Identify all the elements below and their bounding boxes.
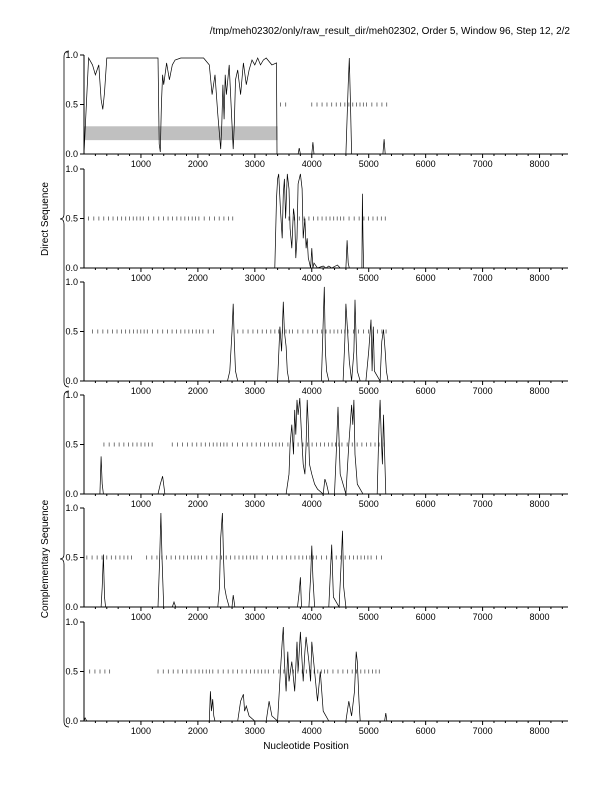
x-tick-label-3-3: 4000 bbox=[301, 499, 322, 509]
x-tick-label-2-3: 4000 bbox=[301, 386, 322, 396]
x-tick-label-5-0: 1000 bbox=[130, 726, 151, 736]
x-tick-label-3-7: 8000 bbox=[529, 499, 550, 509]
x-tick-label-5-7: 8000 bbox=[529, 726, 550, 736]
x-tick-label-0-0: 1000 bbox=[130, 159, 151, 169]
group-label-1: Complementary Sequence bbox=[40, 499, 51, 619]
x-tick-label-3-2: 3000 bbox=[244, 499, 265, 509]
y-tick-label-5-2: 1.0 bbox=[65, 617, 78, 627]
y-tick-label-1-1: 0.5 bbox=[65, 213, 78, 224]
x-tick-label-4-2: 3000 bbox=[244, 612, 265, 622]
x-tick-label-3-0: 1000 bbox=[130, 499, 151, 509]
x-tick-label-5-4: 5000 bbox=[358, 726, 379, 736]
group-label-0: Direct Sequence bbox=[40, 182, 51, 256]
x-tick-label-1-2: 3000 bbox=[244, 273, 265, 283]
x-tick-label-0-5: 6000 bbox=[415, 159, 436, 169]
x-tick-label-3-4: 5000 bbox=[358, 499, 379, 509]
x-tick-label-5-1: 2000 bbox=[187, 726, 208, 736]
x-tick-label-4-1: 2000 bbox=[187, 612, 208, 622]
y-tick-label-0-1: 0.5 bbox=[65, 99, 78, 110]
series-line-2-0 bbox=[84, 287, 568, 381]
x-tick-label-2-7: 8000 bbox=[529, 386, 550, 396]
y-tick-label-3-1: 0.5 bbox=[65, 439, 78, 450]
y-tick-label-2-1: 0.5 bbox=[65, 326, 78, 337]
x-tick-label-3-5: 6000 bbox=[415, 499, 436, 509]
series-line-4-0 bbox=[84, 513, 568, 607]
x-tick-label-1-0: 1000 bbox=[130, 273, 151, 283]
y-tick-label-5-1: 0.5 bbox=[65, 666, 78, 677]
x-tick-label-1-4: 5000 bbox=[358, 273, 379, 283]
x-tick-label-1-7: 8000 bbox=[529, 273, 550, 283]
y-tick-label-4-1: 0.5 bbox=[65, 552, 78, 563]
x-tick-label-5-6: 7000 bbox=[472, 726, 493, 736]
y-tick-label-4-0: 0.0 bbox=[65, 602, 78, 612]
y-tick-label-0-0: 0.0 bbox=[65, 149, 78, 159]
x-tick-label-2-1: 2000 bbox=[187, 386, 208, 396]
y-tick-label-4-2: 1.0 bbox=[65, 503, 78, 513]
band-region-0 bbox=[84, 126, 278, 140]
x-tick-label-2-5: 6000 bbox=[415, 386, 436, 396]
x-tick-label-0-1: 2000 bbox=[187, 159, 208, 169]
x-tick-label-1-5: 6000 bbox=[415, 273, 436, 283]
x-tick-label-1-6: 7000 bbox=[472, 273, 493, 283]
x-tick-label-4-6: 7000 bbox=[472, 612, 493, 622]
x-tick-label-4-3: 4000 bbox=[301, 612, 322, 622]
series-line-3-0 bbox=[84, 398, 568, 494]
x-tick-label-1-1: 2000 bbox=[187, 273, 208, 283]
x-tick-label-5-3: 4000 bbox=[301, 726, 322, 736]
series-line-5-0 bbox=[84, 627, 568, 721]
x-tick-label-2-4: 5000 bbox=[358, 386, 379, 396]
x-tick-label-4-0: 1000 bbox=[130, 612, 151, 622]
x-tick-label-3-6: 7000 bbox=[472, 499, 493, 509]
x-tick-label-0-4: 5000 bbox=[358, 159, 379, 169]
y-tick-label-3-2: 1.0 bbox=[65, 390, 78, 400]
x-tick-label-4-4: 5000 bbox=[358, 612, 379, 622]
x-tick-label-0-6: 7000 bbox=[472, 159, 493, 169]
y-tick-label-3-0: 0.0 bbox=[65, 489, 78, 499]
y-tick-label-2-2: 1.0 bbox=[65, 277, 78, 287]
x-tick-label-2-2: 3000 bbox=[244, 386, 265, 396]
x-tick-label-2-0: 1000 bbox=[130, 386, 151, 396]
x-tick-label-5-5: 6000 bbox=[415, 726, 436, 736]
series-line-1-0 bbox=[84, 174, 568, 268]
x-tick-label-0-7: 8000 bbox=[529, 159, 550, 169]
y-tick-label-1-0: 0.0 bbox=[65, 263, 78, 273]
x-tick-label-0-3: 4000 bbox=[301, 159, 322, 169]
x-tick-label-4-7: 8000 bbox=[529, 612, 550, 622]
y-tick-label-0-2: 1.0 bbox=[65, 50, 78, 60]
x-axis-title: Nucleotide Position bbox=[263, 741, 349, 752]
x-tick-label-2-6: 7000 bbox=[472, 386, 493, 396]
page-header: /tmp/meh02302/only/raw_result_dir/meh02302, Order 5, Window 96, Step 12, 2/2 bbox=[209, 26, 570, 37]
x-tick-label-1-3: 4000 bbox=[301, 273, 322, 283]
x-tick-label-3-1: 2000 bbox=[187, 499, 208, 509]
y-tick-label-2-0: 0.0 bbox=[65, 376, 78, 386]
x-tick-label-5-2: 3000 bbox=[244, 726, 265, 736]
x-tick-label-4-5: 6000 bbox=[415, 612, 436, 622]
x-tick-label-0-2: 3000 bbox=[244, 159, 265, 169]
y-tick-label-5-0: 0.0 bbox=[65, 716, 78, 726]
y-tick-label-1-2: 1.0 bbox=[65, 164, 78, 174]
